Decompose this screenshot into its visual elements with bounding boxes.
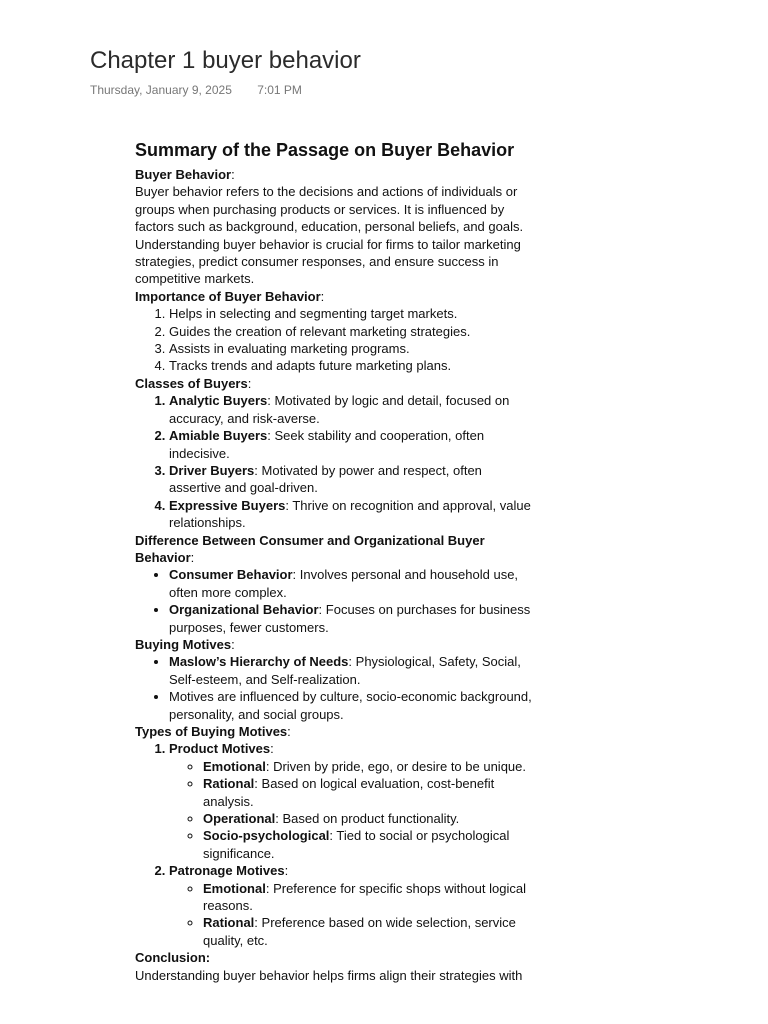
classes-heading: Classes of Buyers: [135, 375, 252, 391]
difference-heading: Difference Between Consumer and Organizational Buyer Behavior: [135, 532, 485, 565]
buying-motives-list [135, 653, 535, 723]
page-time: 7:01 PM [257, 83, 302, 97]
list-item: 4. Tracks trends and adapts future marketing plans. [169, 357, 535, 374]
list-item: 3. Driver Buyers: Motivated by power and respect, often assertive and goal-driven. [169, 462, 535, 497]
types-heading: Types of Buying Motives: [135, 724, 291, 739]
difference-list [135, 566, 535, 636]
buyer-behavior-text: Buyer behavior refers to the decisions and actions of individuals or groups when purchasing products or services. It is influenced by factors such as background, education, personal beliefs, and goals. Understanding buyer behavior is crucial for firms to tailor marketing strategies, predict consumer responses, and ensure success in competitive markets. [135, 184, 524, 287]
list-item: 1. Product Motives: ◦ Emotional: Driven by pride, ego, or desire to be unique. ◦ Rational: Based on logical evaluation, cost-benefit analysis. ◦ Operational: Based on product functionality. ◦ Socio-psychological: Tied to social or psychological significance. [169, 740, 535, 862]
conclusion-heading: Conclusion: [135, 950, 211, 966]
importance-list [135, 305, 535, 375]
types-list [135, 740, 535, 949]
list-item: 3. Assists in evaluating marketing programs. [169, 340, 535, 357]
list-item: 1. Helps in selecting and segmenting target markets. [169, 305, 535, 322]
page-metadata [90, 82, 302, 98]
buyer-behavior-heading: Buyer Behavior: [135, 167, 235, 182]
document-heading: Summary of the Passage on Buyer Behavior [135, 140, 515, 160]
list-item: ◦ Rational: Preference based on wide selection, service quality, etc. [203, 914, 535, 949]
list-item: ◦ Emotional: Driven by pride, ego, or desire to be unique. [203, 758, 535, 775]
list-item: ◦ Emotional: Preference for specific shops without logical reasons. [203, 880, 535, 915]
importance-heading: Importance of Buyer Behavior: [135, 288, 325, 304]
product-motives-list [169, 758, 535, 862]
list-item: ◦ Operational: Based on product functionality. [203, 810, 535, 827]
list-item: 2. Guides the creation of relevant marketing strategies. [169, 323, 535, 340]
page-date: Thursday, January 9, 2025 [90, 83, 232, 97]
buying-motives-heading: Buying Motives: [135, 636, 235, 652]
classes-list [135, 392, 535, 531]
note-content [135, 138, 535, 984]
list-item: • Consumer Behavior: Involves personal and household use, often more complex. [169, 566, 535, 601]
conclusion-text: Understanding buyer behavior helps firms align their strategies with [135, 967, 523, 983]
list-item: • Maslow’s Hierarchy of Needs: Physiological, Safety, Social, Self-esteem, and Self-realization. [169, 653, 535, 688]
list-item: 1. Analytic Buyers: Motivated by logic and detail, focused on accuracy, and risk-averse. [169, 392, 535, 427]
list-item: 2. Patronage Motives: ◦ Emotional: Preference for specific shops without logical reasons. ◦ Rational: Preference based on wide selection, service quality, etc. [169, 862, 535, 949]
list-item: • Motives are influenced by culture, socio-economic background, personality, and social groups. [169, 688, 535, 723]
list-item: ◦ Rational: Based on logical evaluation, cost-benefit analysis. [203, 775, 535, 810]
page-title: Chapter 1 buyer behavior [90, 47, 361, 74]
list-item: • Organizational Behavior: Focuses on purchases for business purposes, fewer customers. [169, 601, 535, 636]
list-item: 4. Expressive Buyers: Thrive on recognition and approval, value relationships. [169, 497, 535, 532]
list-item: 2. Amiable Buyers: Seek stability and cooperation, often indecisive. [169, 427, 535, 462]
list-item: ◦ Socio-psychological: Tied to social or psychological significance. [203, 827, 535, 862]
patronage-motives-list [169, 880, 535, 950]
